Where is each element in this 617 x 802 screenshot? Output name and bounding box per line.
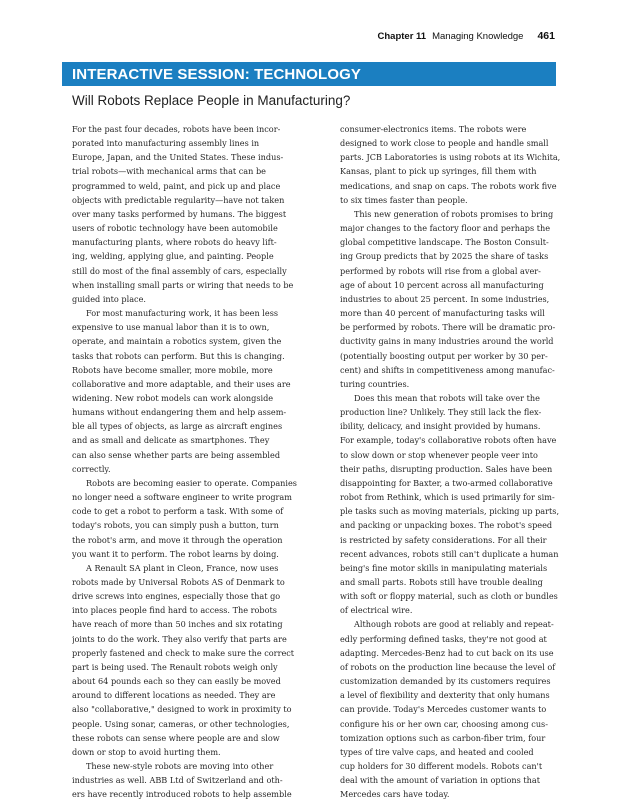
text-line: This new generation of robots promises to bring [354,208,554,219]
text-line: disappointing for Baxter, a two-armed collaborative [340,477,553,488]
text-line: Europe, Japan, and the United States. These indus- [72,152,284,163]
text-line: ble all types of objects, as large as aircraft engines [72,421,283,432]
text-line: ductivity gains in many industries around the world [340,336,554,347]
text-line: production line? Unlikely. They still lack the flex- [340,407,542,418]
text-line: no longer need a software engineer to write program [72,492,292,503]
text-line: and packing or unpacking boxes. The robot's speed [340,520,553,531]
text-line: be performed by robots. There will be dramatic pro- [340,322,556,333]
text-line: and small parts. Robots still have trouble dealing [340,577,543,587]
text-line: being's fine motor skills in manipulating materials [340,562,548,573]
text-line: to six times faster than people. [340,194,468,205]
session-banner [62,62,556,86]
text-line: ing Group predicts that by 2025 the share of tasks [340,251,549,262]
text-line: correctly. [72,463,111,474]
text-line: For most manufacturing work, it has been less [86,308,279,319]
text-line: consumer-electronics items. The robots were [340,124,527,134]
right-column [340,122,585,802]
text-line: Robots are becoming easier to operate. Companies [86,477,297,488]
text-line: ibility, delicacy, and insight provided by humans. [340,421,541,432]
text-line: cup holders for 30 different models. Robots can't [340,761,543,772]
text-line: tasks that robots can perform. But this is changing. [72,350,285,361]
text-line: collaborative and more adaptable, and their uses are [72,378,291,389]
text-line: operate, and maintain a robotics system, given the [72,336,282,347]
text-line: adapting. Mercedes-Benz had to cut back on its use [340,647,554,658]
text-line: can provide. Today's Mercedes customer wants to [340,704,547,715]
text-line: widening. New robot models can work alongside [72,392,274,403]
text-line: can also sense whether parts are being assembled [72,449,281,460]
text-line: For the past four decades, robots have been incor- [72,124,281,134]
text-line: when installing small parts or wiring that needs to be [72,279,294,290]
text-line: parts. JCB Laboratories is using robots at its Wichita, [340,152,561,163]
running-header [378,30,555,42]
text-line: drive screws into engines, especially those that go [72,591,281,602]
text-line: also "collaborative," designed to work in proximity to [72,704,292,715]
text-line: around to different locations as needed. They are [72,690,276,701]
text-line: ing, welding, applying glue, and painting. People [72,251,274,262]
text-line: guided into place. [72,293,146,304]
text-line: industries as well. ABB Ltd of Switzerland and oth- [72,775,283,786]
text-line: trial robots—with mechanical arms that can be [72,166,266,177]
text-line: down or stop to avoid hurting them. [72,746,221,757]
section-label: Managing Knowledge [432,31,524,42]
text-line: these robots can sense where people are and slow [72,732,280,743]
text-line: you want it to perform. The robot learns by doing. [72,548,279,559]
article-title: Will Robots Replace People in Manufacturing? [72,93,351,108]
text-line: tomization options such as carbon-fiber trim, four [340,732,546,743]
text-line: people. Using sonar, cameras, or other technologies, [72,718,290,729]
text-line: their paths, disrupting production. Sales have been [340,463,553,474]
text-line: to slow down or stop whenever people veer into [340,449,538,460]
text-line: part is being used. The Renault robots weigh only [72,661,278,672]
text-line: These new-style robots are moving into other [86,761,274,772]
text-line: a level of flexibility and dexterity that only humans [340,690,550,701]
text-line: is restricted by safety considerations. For all their [340,534,547,545]
text-line: age of about 10 percent across all manufacturing [340,279,544,290]
text-line: configure his or her own car, choosing among cus- [340,718,548,729]
text-line: cent) and shifts in competitiveness among manufac- [340,364,555,375]
text-line: today's robots, you can simply push a button, turn [72,520,279,531]
text-line: programmed to weld, paint, and pick up and place [72,180,281,191]
text-line: and as small and delicate as smartphones. They [72,435,270,446]
text-line: of electrical wire. [340,605,413,616]
text-line: manufacturing plants, where robots do heavy lift- [72,237,277,248]
text-line: properly fastened and check to make sure the correct [72,647,295,658]
text-line: Robots have become smaller, more mobile, more [72,364,273,375]
text-line: robot from Rethink, which is used primarily for sim- [340,492,555,503]
text-line: with soft or floppy material, such as cloth or bundles [340,591,558,602]
text-line: over many tasks performed by humans. The biggest [72,208,287,219]
text-line: robots made by Universal Robots AS of Denmark to [72,577,285,587]
text-line: into places people find hard to access. The robots [72,605,277,616]
text-line: Does this mean that robots will take over the [354,392,540,403]
text-line: A Renault SA plant in Cleon, France, now uses [86,562,279,573]
text-line: more than 40 percent of manufacturing tasks will [340,308,545,319]
text-line: have reach of more than 50 inches and six rotating [72,619,283,630]
text-line: Kansas, plant to pick up syringes, fill them with [340,166,537,177]
text-line: For example, today's collaborative robots often have [340,435,557,446]
text-line: types of tire valve caps, and heated and cooled [340,746,534,757]
text-line: about 64 pounds each so they can easily be moved [72,676,281,687]
text-line: of robots on the production line because the level of [340,661,556,672]
text-line: expensive to use manual labor than it is to own, [72,322,270,333]
text-line: joints to do the work. They also verify that parts are [72,633,287,644]
text-line: major changes to the factory floor and perhaps the [340,223,551,234]
text-line: designed to work close to people and handle small [340,138,549,149]
banner-label: INTERACTIVE SESSION: TECHNOLOGY [72,65,361,83]
left-column [72,122,317,802]
text-line: deal with the amount of variation in options that [340,775,540,786]
text-line: (potentially boosting output per worker by 30 per- [340,350,548,361]
chapter-label: Chapter 11 [377,31,427,42]
text-line: Mercedes cars have today. [340,789,450,800]
text-line: users of robotic technology have been automobile [72,223,278,234]
text-line: medications, and snap on caps. The robots work five [340,180,557,191]
text-line: turing countries. [340,378,410,389]
text-line: recent advances, robots still can't duplicate a human [340,548,559,559]
text-line: code to get a robot to perform a task. With some of [72,506,284,517]
text-line: Although robots are good at reliably and repeat- [354,619,554,630]
page-number: 461 [537,30,555,42]
text-line: porated into manufacturing assembly lines in [72,138,260,149]
text-line: edly performing defined tasks, they're not good at [340,633,547,644]
text-line: performed by robots will rise from a global aver- [340,265,541,276]
text-line: global competitive landscape. The Boston Consult- [340,237,549,248]
text-line: customization demanded by its customers requires [340,676,551,687]
text-line: ple tasks such as moving materials, picking up parts, [340,506,560,517]
text-line: objects with predictable regularity—have not taken [72,194,285,205]
text-line: humans without endangering them and help assem- [72,407,287,418]
text-line: still do most of the final assembly of cars, especially [72,265,287,276]
text-line: the robot's arm, and move it through the operation [72,534,283,545]
text-line: ers have recently introduced robots to help assemble [72,789,292,800]
text-line: industries to about 25 percent. In some industries, [340,293,550,304]
